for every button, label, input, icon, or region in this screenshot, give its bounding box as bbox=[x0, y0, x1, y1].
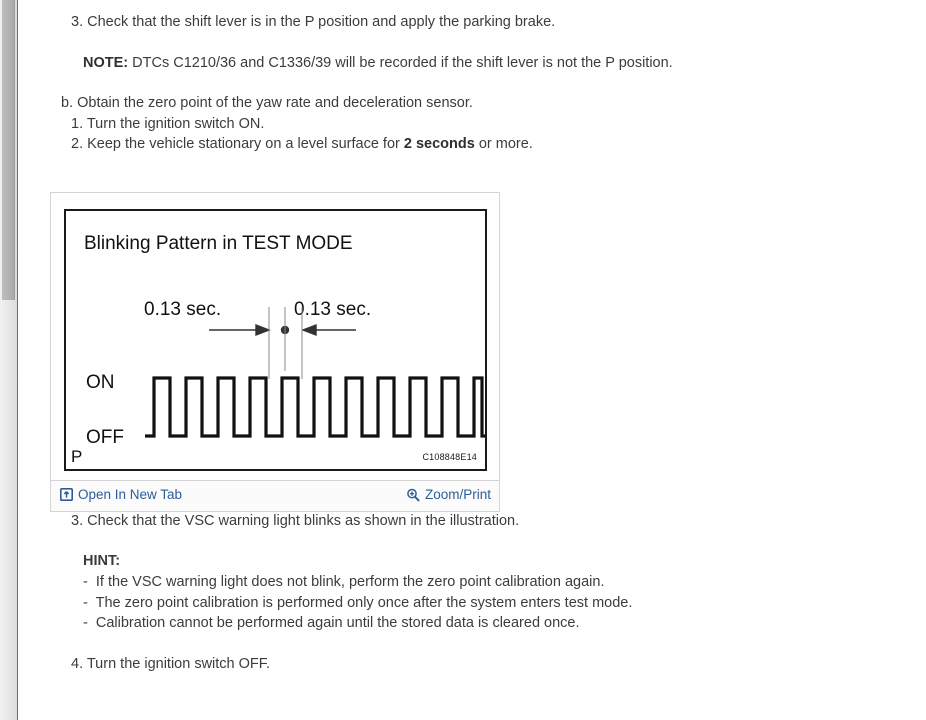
illustration-panel bbox=[50, 192, 500, 512]
note-text: DTCs C1210/36 and C1336/39 will be recorded if the shift lever is not the P position. bbox=[128, 54, 673, 71]
step-3-shift-lever: 3. Check that the shift lever is in the P position and apply the parking brake. bbox=[71, 14, 556, 30]
document-page bbox=[19, 0, 926, 720]
duration-label-left: 0.13 sec. bbox=[144, 299, 222, 320]
duration-label-right: 0.13 sec. bbox=[294, 299, 372, 320]
illustration-image-code: C108848E14 bbox=[422, 452, 477, 462]
illustration-image[interactable] bbox=[64, 209, 487, 471]
step-4-ignition-off: 4. Turn the ignition switch OFF. bbox=[71, 655, 271, 672]
blinking-waveform-graphic bbox=[66, 211, 487, 471]
open-in-new-tab-link[interactable] bbox=[60, 487, 182, 502]
illustration-title: Blinking Pattern in TEST MODE bbox=[84, 233, 353, 254]
illustration-corner-marker: P bbox=[71, 447, 83, 466]
step-2-stationary bbox=[71, 134, 926, 155]
waveform-label-on: ON bbox=[86, 372, 115, 393]
hint-label: HINT: bbox=[83, 553, 121, 570]
zoom-print-link[interactable] bbox=[406, 487, 491, 502]
step-2-duration: 2 seconds bbox=[403, 136, 475, 153]
step-3-vsc-warning-light: 3. Check that the VSC warning light blinks as shown in the illustration. bbox=[71, 512, 520, 529]
page-scrollbar[interactable] bbox=[0, 0, 18, 720]
illustration-footer bbox=[51, 480, 499, 511]
square-wave-trace bbox=[145, 378, 487, 436]
note-label: NOTE: bbox=[83, 54, 129, 71]
note-dtc bbox=[83, 53, 926, 74]
open-in-new-tab-icon bbox=[60, 488, 73, 501]
magnifier-plus-icon bbox=[406, 488, 420, 502]
dimension-arrows bbox=[209, 325, 356, 335]
zoom-print-label: Zoom/Print bbox=[424, 487, 491, 502]
open-in-new-tab-label: Open In New Tab bbox=[78, 487, 183, 502]
hint-item-1: - If the VSC warning light does not blink, perform the zero point calibration again. bbox=[83, 574, 605, 591]
reference-lines bbox=[269, 307, 302, 379]
waveform-label-off: OFF bbox=[86, 427, 124, 448]
section-b-zero-point: b. Obtain the zero point of the yaw rate and deceleration sensor. bbox=[61, 95, 473, 112]
hint-item-2: - The zero point calibration is performed only once after the system enters test mode. bbox=[83, 594, 633, 611]
scrollbar-thumb[interactable] bbox=[2, 0, 15, 300]
step-2-pre: 2. Keep the vehicle stationary on a level surface for bbox=[71, 136, 404, 153]
hint-item-3: - Calibration cannot be performed again until the stored data is cleared once. bbox=[83, 615, 580, 632]
step-1-ignition-on: 1. Turn the ignition switch ON. bbox=[71, 115, 265, 132]
step-2-post: or more. bbox=[474, 136, 533, 153]
